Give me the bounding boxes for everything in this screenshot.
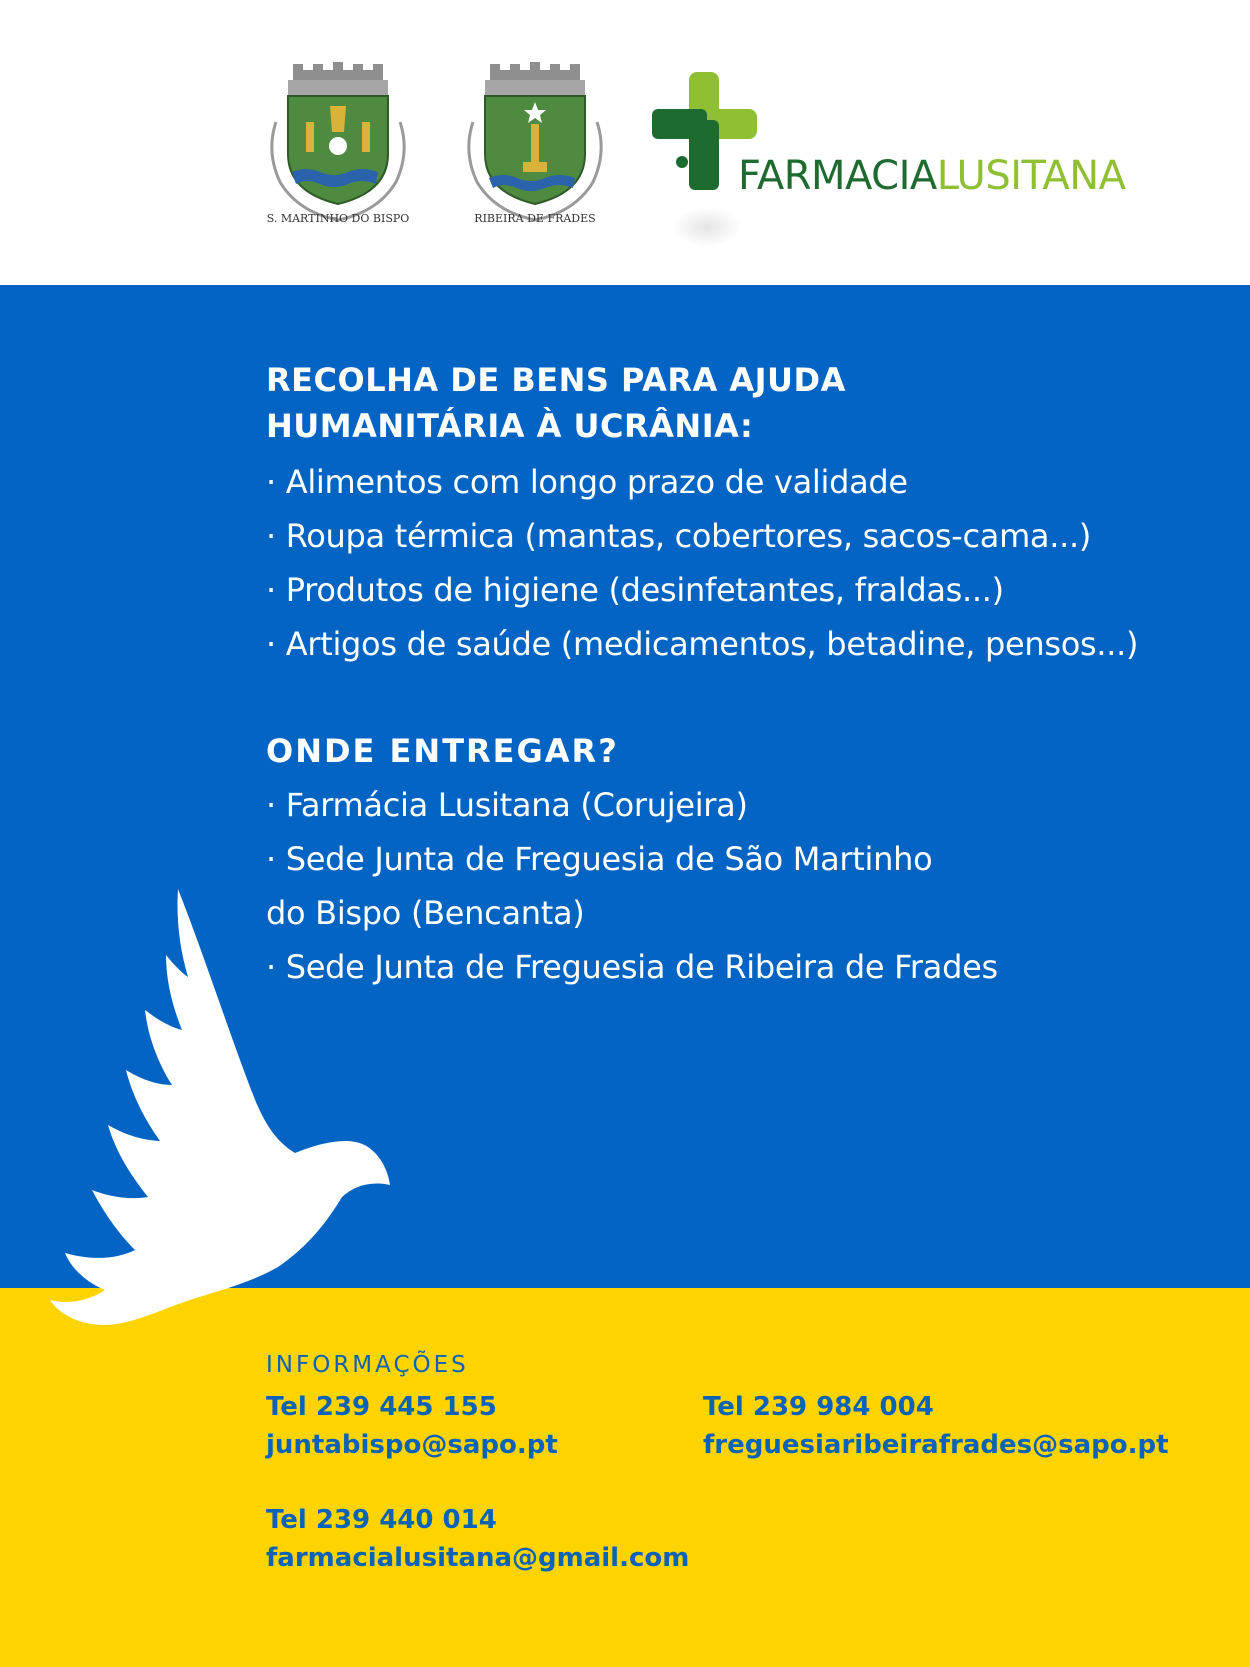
info-label: INFORMAÇÕES — [266, 1352, 469, 1378]
collection-heading — [266, 357, 1138, 449]
contact-block — [266, 1501, 689, 1577]
svg-text:RIBEIRA DE FRADES: RIBEIRA DE FRADES — [474, 212, 596, 225]
phone-number[interactable]: Tel 239 440 014 — [266, 1505, 497, 1535]
coat-of-arms-icon — [455, 62, 615, 232]
brand-name-part-2: LUSITANA — [936, 153, 1126, 199]
delivery-heading: ONDE ENTREGAR? — [266, 732, 619, 770]
dove-icon — [50, 885, 395, 1330]
list-item: · Artigos de saúde (medicamentos, betadine, pensos...) — [266, 625, 1139, 663]
pharmacy-logo — [652, 72, 1212, 262]
list-item: · Roupa térmica (mantas, cobertores, sacos-cama...) — [266, 517, 1092, 555]
list-item: do Bispo (Bencanta) — [266, 894, 585, 932]
email-address[interactable]: juntabispo@sapo.pt — [266, 1430, 558, 1460]
collection-list — [266, 455, 1138, 671]
brand-name — [738, 153, 1126, 199]
collection-section — [266, 357, 1138, 671]
contact-block — [266, 1388, 558, 1464]
collection-heading-line: HUMANITÁRIA À UCRÂNIA: — [266, 407, 754, 445]
collection-heading-line: RECOLHA DE BENS PARA AJUDA — [266, 361, 846, 399]
list-item: · Farmácia Lusitana (Corujeira) — [266, 786, 748, 824]
list-item: · Alimentos com longo prazo de validade — [266, 463, 908, 501]
email-address[interactable]: freguesiaribeirafrades@sapo.pt — [703, 1430, 1169, 1460]
contact-block — [703, 1388, 1169, 1464]
phone-number[interactable]: Tel 239 984 004 — [703, 1392, 934, 1422]
yellow-band — [0, 1288, 1250, 1667]
header — [0, 0, 1250, 285]
list-item: · Produtos de higiene (desinfetantes, fraldas...) — [266, 571, 1004, 609]
phone-number[interactable]: Tel 239 445 155 — [266, 1392, 497, 1422]
svg-text:S. MARTINHO DO BISPO: S. MARTINHO DO BISPO — [266, 212, 410, 225]
list-item: · Sede Junta de Freguesia de Ribeira de Frades — [266, 948, 998, 986]
email-address[interactable]: farmacialusitana@gmail.com — [266, 1543, 690, 1573]
brand-name-part-1: FARMACIA — [738, 153, 937, 199]
logo-shadow — [672, 207, 742, 247]
coat-of-arms-icon — [258, 62, 418, 232]
list-item: · Sede Junta de Freguesia de São Martinho — [266, 840, 933, 878]
